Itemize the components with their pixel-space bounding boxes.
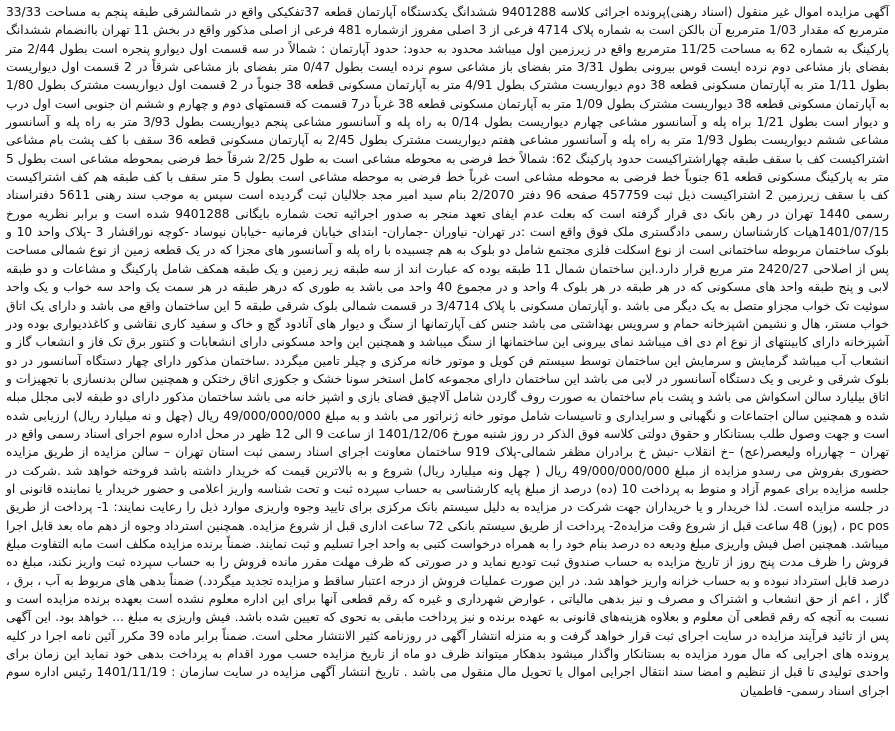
auction-notice-text	[6, 3, 889, 700]
notice-body: پرونده اجرائی کلاسه 9401288 ششدانگ یکدستگاه آپارتمان قطعه 37تفکیکی واقع در شمالشرقی طبقه پنجم به مساحت 33/33 مترمربع که مقدار 1/03 مترمربع آن بالکن است به شماره پلاک 4714 فرعی از 3 اصلی مفروز ازشماره 481 فرعی از اصلی مذکور واقع در بخش 11 تهران باانضمام ششدانگ پارکینگ به شماره 62 به مساحت 11/25 مترمربع واقع در زیرزمین اول میباشد محدود به حدود: حدود آپارتمان : شمالاً در سه قسمت اول دیوارو پنجره است بطول 2/44 متر بفضای باز مشاعی دوم نرده ایست قوس بیرونی بطول 3/31 متر بفضای باز مشاعی سوم نرده ایست بطول 0/47 متر بفضای باز مشاعی شرقاً در 2 قسمت اول دیواریست بطول 1/11 متر به آپارتمان مسکونی قطعه 38 دوم دیواریست مشترک بطول 4/91 متر به آپارتمان مسکونی قطعه 38 جنوباً در 2 قسمت اول دیواریست مشترک بطول 1/80 به آپارتمان مسکونی قطعه 38 دیواریست مشترک بطول 1/09 متر به آپارتمان مسکونی قطعه 38 غرباً در7 قسمت که قسمتهای دوم و چهارم و ششم ان جنوبی است اول درب و دیوار است بطول 1/21 براه پله و آسانسور مشاعی چهارم دیواریست بطول 0/14 به راه پله و آسانسور مشاعی پنجم دیواریست بطول 3/93 متر به راه پله و آسانسور مشاعی ششم دیواریست بطول 1/93 متر به راه پله و آسانسور مشاعی هفتم دیواریست مشترک بطول 2/45 به آپارتمان مسکونی قطعه 36 سقف با کف پشت بام مشاعی اشتراکیست کف با سقف طبقه چهاراشتراکیست حدود پارکینگ 62: شمالاً خط فرضی به محوطه مشاعی است به طول 2/25 شرقاً خط فرضی بمحوطه مشاعی است بطول 5 متر به پارکینگ مسکونی قطعه 61 جنوباً خط فرضی به محوطه مشاعی است غرباً خط فرضی به موحطه مشاعی است بطول 5 متر سقف با کف طبقه هم کف اشتراکیست کف با سقف زیرزمین 2 اشتراکیست ذیل ثبت 457759 صفحه 96 دفتر 2/2070 بنام سید امیر مجد جلالیان ثبت گردیده است سپس به موجب سند رهنی 5611 دفتراسناد رسمی 1440 تهران در رهن بانک دی قرار گرفته است که بعلت عدم ایفای تعهد منجر به صدور اجرائیه تحت شماره بایگانی 9401288 شده است و برابر نظریه مورخ 1401/07/15هیات کارشناسان رسمی دادگستری ملک فوق واقع است :در تهران- نیاوران -جماران- ابتدای خیابان فرمانیه -خیابان نیوساد -کوچه نوراقشار 3 -پلاک واحد 10 و بلوک ساختمان مربوطه ساختمانی است از نوع اسکلت فلزی مجتمع شامل دو بلوک به هم چسبیده با راه پله و آسانسور های مجزا که در یک قطعه زمین از نوع شمالی مساحت پس از اصلاحی 2420/27 متر مربع قرار دارد.این ساختمان شمال 11 طبقه بوده که عبارت اند از سه طبقه زیر زمین و یک طبقه همکف شامل پارکینگ و مشاعات و دو طبقه لابی و پنج طبقه واحد های مسکونی که در هر طبقه در هر بلوک 4 واحد و در مجموع 40 واحد می باشد به طوری که درهر طبقه در هر سمت یک واحد سه خواب و یک واحد سوئیت تک خواب مجزاو متصل به یک دیگر می باشد .و آپارتمان مسکونی با پلاک 3/4714 در قسمت شمالی بلوک شرقی طبقه 5 این ساختمان واقع می باشد و دارای یک اتاق خواب مستر، هال و نشیمن اشپزخانه حمام و سرویس بهداشتی می باشد جنس کف آپارتمانها از سنگ و دیوار های آنادود گچ و خاک و سفید کاری نقاشی و کاغذدیواری بوده ودر آشپزخانه دارای کابینتهای از نوع ام دی اف میباشد نمای بیرونی این ساختمانها از سنگ میباشد و همچنین این واحد مسکونی دارای انشعابات و کنتور برق تک فاز و انشعاب گاز و انشعاب آب میباشد گرمایش و سرمایش این ساختمان توسط سیستم فن کویل و موتور خانه مرکزی و چیلر تامین میگردد .ساختمان مذکور دارای چهار دستگاه آسانسور در دو بلوک شرقی و غربی و یک دستگاه آسانسور در لابی می باشد این ساختمان دارای مجموعه کامل استخر سونا خشک و جکوزی اتاق رختکن و همچنین سالن بدنسازی با تجهیزات و اتاق بیلیارد سالن اسکواش می باشد و پشت بام ساختمان به صورت روف گاردن شامل آلاچیق فضای بازی و اشپز خانه می باشد ساختمان مذکور دارای دو طبقه لابی مجلل مبله شده و همچنین سالن اجتماعات و نگهبانی و سرایداری و تاسیسات شامل موتور خانه ژنراتور می باشد و به مبلغ 49/000/000/000 ریال (چهل و نه میلیارد ریال) ارزیابی شده است و جهت وصول طلب بستانکار و حقوق دولتی کلاسه فوق الذکر در روز شنبه مورخ 1401/12/06 از ساعت 9 الی 12 ظهر در محل اداره سوم اجرای اسناد رسمی واقع در تهران – چهارراه ولیعصر(عج) –خ انقلاب -نبش خ برادران مظفر شمالی-پلاک 919 ساختمان معاونت اجرای اسناد رسمی ثبت استان تهران – سالن مزایده از طریق مزایده حضوری بفروش می رسدو مزایده از مبلغ 49/000/000/000 ریال ( چهل ونه میلیارد ریال) شروع و به بالاترین قیمت که خریدار داشته باشد فروخته خواهد شد .شرکت در جلسه مزایده برای عموم آزاد و منوط به پرداخت 10 (ده) درصد از مبلغ پایه کارشناسی به حساب سپرده ثبت و تحت شناسه واریز اعلامی و حضور خریدار یا نماینده قانونی او در جلسه مزایده است. لذا خریدار و یا خریداران جهت شرکت در مزایده به دلیل سیستم بانک مرکزی برای تایید وجوه واریزی موارد ذیل را رعایت نمایند: 1- پرداخت از طریق pc pos ، (پوز) 48 ساعت قبل از شروع وقت مزایده2- پرداخت از طریق سیستم بانکی 72 ساعت اداری قبل از شروع مزایده. همچنین استرداد وجوه از دهم ماه بعد قابل اجرا میباشد. همچنین اصل فیش واریزی مبلغ ودیعه ده درصد بنام خود را به همراه درخواست کتبی به واحد اجرا تسلیم و ثبت نمایند. ضمناً برنده مزایده مکلف است مابه التفاوت مبلغ فروش را ظرف مدت پنج روز از تاریخ مزایده به حساب صندوق ثبت تودیع نماید و در صورتی که ظرف مهلت مقرر مانده فروش را به حساب سپرده ثبت واریز نکند، مبلغ ده درصد قابل استرداد نبوده و به حساب خزانه واریز خواهد شد. در این صورت عملیات فروش از درجه اعتبار ساقط و مزایده تجدید میگردد.) ضمناً بدهی های مربوط به آب ، برق ، گاز ، اعم از حق انشعاب و اشتراک و مصرف و نیز بدهی مالیاتی ، عوارض شهرداری و غیره که رقم قطعی آنها برای این اداره معلوم نشده است بعهده برنده مزایده است و نسبت به آنچه که رقم قطعی آن معلوم و بعلاوه هزینه‌های قانونی به عهده برنده و نیز پرداخت مابقی به نحوی که تعیین شده باشد. فیش واریزی به مبلغ ... خواهد بود. این آگهی پس از تائید فرآیند مزایده در سایت اجرای ثبت قرار خواهد گرفت و به منزله انتشار آگهی در روزنامه کثیر الانتشار محلی است. ضمناً برابر ماده 39 مکرر آئین نامه اجرا در کلیه پرونده های اجرایی که مال مورد مزایده به بستانکار واگذار میشود بدهکار میتواند ظرف دو ماه از تاریخ مزایده حسب مورد اقدام به پرداخت بدهی خود نماید این زمان برای واحدی تولیدی تا قبل از تنظیم و امضا سند انتقال اجرایی اموال یا تحویل مال منقول می باشد . تاریخ انتشار آگهی مزایده در سایت سازمان : 1401/11/19 رئیس اداره سوم اجرای اسناد رسمی- فاطمیان	[6, 5, 890, 698]
notice-title: آگهی مزایده اموال غیر منقول (اسناد رهنی)	[665, 5, 889, 19]
